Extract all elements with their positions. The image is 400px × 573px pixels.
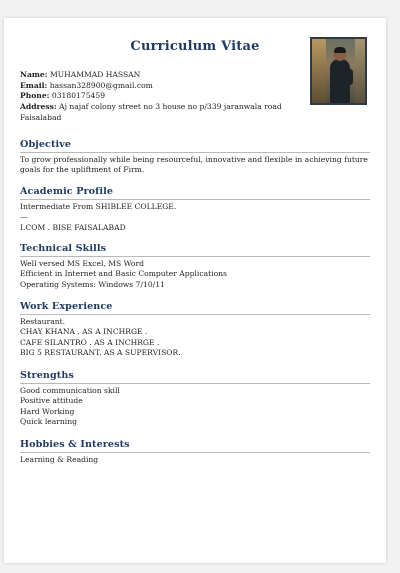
name-line: [20, 70, 300, 81]
profile-photo: [310, 37, 367, 105]
skills-section: [20, 243, 370, 290]
work-text: [20, 317, 370, 359]
strengths-heading: Strengths: [20, 370, 370, 384]
academic-text: [20, 202, 370, 233]
work-heading: Work Experience: [20, 301, 370, 315]
email-value: hassan328900@gmail.com: [49, 80, 153, 90]
strengths-section: [20, 370, 370, 428]
name-label: Name:: [20, 70, 48, 79]
hobbies-section: [20, 439, 370, 465]
academic-section: [20, 186, 370, 233]
phone-label: Phone:: [20, 91, 50, 101]
academic-line: Intermediate From SHIBLEE COLLEGE.: [20, 202, 177, 211]
work-section: [20, 301, 370, 359]
academic-heading: Academic Profile: [20, 186, 370, 200]
work-line: CHAY KHANA . AS A INCHRGE .: [20, 327, 148, 337]
objective-heading: Objective: [20, 139, 370, 153]
hobbies-text: [20, 455, 370, 465]
work-line: BIG 5 RESTAURANT. AS A SUPERVISOR.: [20, 348, 181, 358]
address-value: Aj najaf colony street no 3 house no p/339 jaranwala road: [59, 102, 282, 112]
address-city: Faisalabad: [20, 112, 62, 122]
objective-line: goals for the upliftment of Firm.: [20, 165, 145, 175]
address-label: Address:: [20, 102, 57, 112]
address-line: [20, 102, 300, 113]
strengths-line: Good communication skill: [20, 386, 120, 395]
skills-line: Efficient in Internet and Basic Computer Applications: [20, 269, 227, 279]
skills-text: [20, 259, 370, 290]
email-label: Email:: [20, 80, 48, 90]
phone-line: [20, 91, 300, 102]
objective-text: [20, 155, 370, 176]
skills-line: Operating Systems: Windows 7/10/11: [20, 279, 165, 289]
work-line: Restaurant.: [20, 317, 66, 326]
skills-heading: Technical Skills: [20, 243, 370, 257]
hobbies-line: Learning & Reading: [20, 455, 99, 464]
objective-line: To grow professionally while being resourceful, innovative and flexible in achieving future: [20, 155, 368, 164]
hobbies-heading: Hobbies & Interests: [20, 439, 370, 453]
strengths-line: Quick learning: [20, 417, 77, 427]
academic-line: I.COM . BISE FAISALABAD: [20, 222, 126, 232]
work-line: CAFE SILANTRO . AS A INCHRGE .: [20, 337, 160, 347]
strengths-line: Hard Working: [20, 406, 75, 416]
academic-line: —: [20, 212, 28, 222]
objective-section: [20, 139, 370, 176]
phone-value: 03180175459: [51, 91, 106, 101]
strengths-line: Positive attitude: [20, 396, 83, 406]
cv-page: [4, 18, 386, 563]
email-line: [20, 81, 300, 92]
skills-line: Well versed MS Excel, MS Word: [20, 259, 144, 268]
strengths-text: [20, 386, 370, 428]
name-value: MUHAMMAD HASSAN: [49, 70, 141, 79]
page-title: Curriculum Vitae: [130, 39, 260, 54]
contact-block: [20, 70, 300, 124]
